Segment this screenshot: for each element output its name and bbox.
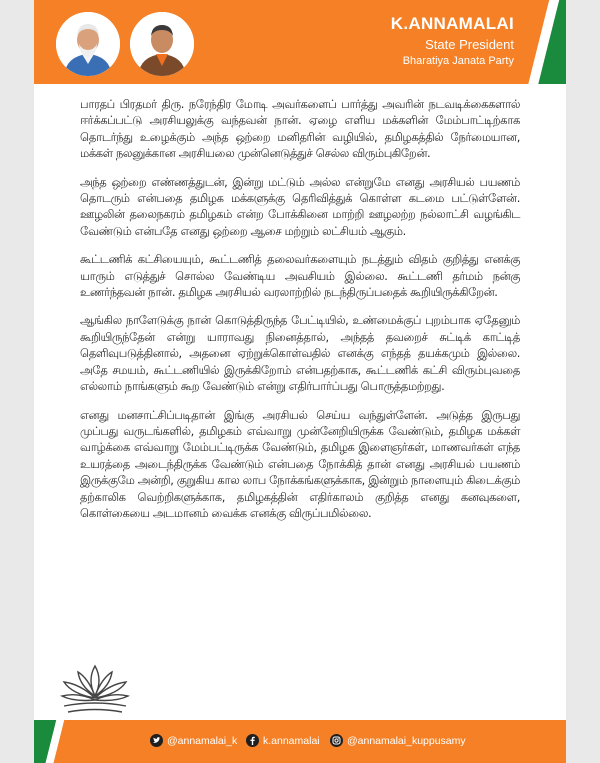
letter-body (80, 96, 520, 533)
twitter-handle[interactable] (150, 734, 237, 747)
letter-paragraph-4: ஆங்கில நாளேடுக்கு நான் கொடுத்திருந்த பேட்டியில், உண்மைக்குப் புறம்பாக ஏதேனும் கூறியிருந்தேன் என்று யாராவது நினைத்தால், அந்தத் தவறைச் சுட்டிக் காட்டித் தெளிவுபடுத்தினால், அதனை ஏற்றுக்கொள்வதில் எனக்கு எந்தத் தயக்கமும் இல்லை. அதே சமயம், கூட்டணியில் இருக்கிறோம் என்பதற்காக, கூட்டணிக் கட்சி விரும்புவதை எல்லாம் நாங்களும் கூற வேண்டும் என்று எதிர்பார்ப்பது பொருத்தமற்றது. (80, 313, 520, 394)
instagram-handle-text: @annamalai_kuppusamy (347, 734, 466, 747)
letterhead-header (34, 0, 566, 84)
letter-paragraph-1: பாரதப் பிரதமர் திரு. நரேந்திர மோடி அவர்களைப் பார்த்து அவரின் நடவடிக்கைகளால் ஈர்க்கப்பட்டு அரசியலுக்கு வந்தவன் நான். ஏழை எளிய மக்களின் மேம்பாட்டிற்காக தொடர்ந்து உழைக்கும் அந்த ஒற்றை மனிதரின் வழியில், தமிழகத்தில் நேர்மையான, மக்கள் நலனுக்கான அரசியலை முன்னெடுத்துச் செல்ல விரும்புகிறேன். (80, 97, 520, 161)
instagram-handle[interactable] (330, 734, 466, 747)
party-name: Bharatiya Janata Party (402, 55, 514, 67)
instagram-icon (330, 734, 343, 747)
letterhead-footer (34, 720, 566, 763)
letter-paragraph-3: கூட்டணிக் கட்சியையும், கூட்டணித் தலைவர்களையும் நடத்தும் விதம் குறித்து எனக்கு யாரும் எடுத்துச் சொல்ல வேண்டிய அவசியம் இல்லை. கூட்டணி தர்மம் நன்கு உணர்ந்தவன் நான். தமிழக அரசியல் வரலாற்றில் நடந்திருப்பதைக் கூறியிருக்கிறேன். (80, 252, 520, 300)
letter-paragraph-5: எனது மனசாட்சிப்படிதான் இங்கு அரசியல் செய்ய வந்துள்ளேன். அடுத்த இருபது முப்பது வருடங்களில், தமிழகம் எவ்வாறு முன்னேறியிருக்க வேண்டும், தமிழக மக்கள் வாழ்க்கை எவ்வாறு மேம்பட்டிருக்க வேண்டும், தமிழக இளைஞர்கள், மாணவர்கள் எந்த உயரத்தை அடைந்திருக்க வேண்டும் என்பதை நோக்கித் தான் எனது அரசியல் பயணம் இருக்குமே அன்றி, குறுகிய கால லாப நோக்கங்களுக்காக, இன்றும் நாளையும் கிடைக்கும் தற்காலிக வெற்றிகளுக்காக, தமிழகத்தின் எதிர்காலம் குறித்த எனது கனவுகளை, கொள்கையை அடமானம் வைக்க எனக்கு விருப்பமில்லை. (80, 407, 520, 520)
twitter-icon (150, 734, 163, 747)
portrait-photo-1 (56, 12, 120, 76)
lotus-logo-icon (58, 660, 132, 718)
leader-role: State President (425, 37, 514, 52)
leader-name: K.ANNAMALAI (390, 14, 514, 33)
letter-paragraph-2: அந்த ஒற்றை எண்ணத்துடன், இன்று மட்டும் அல்ல என்றுமே எனது அரசியல் பயணம் தொடரும் என்பதை தமிழக மக்களுக்கு தெரிவித்துக் கொள்ள கடமை பட்டுள்ளேன். ஊழலின் தலைநகரம் தமிழகம் என்ற போக்கினை மாற்றி ஊழலற்ற நல்லாட்சி வழங்கிட வேண்டும் என்பதே எனது ஒற்றை ஆசை மற்றும் லட்சியம் ஆகும். (80, 174, 520, 238)
portrait-photo-2 (130, 12, 194, 76)
facebook-handle-text: k.annamalai (263, 734, 320, 747)
twitter-handle-text: @annamalai_k (167, 734, 238, 747)
facebook-handle[interactable] (246, 734, 320, 747)
facebook-icon (246, 734, 259, 747)
letterhead-page (34, 0, 566, 763)
